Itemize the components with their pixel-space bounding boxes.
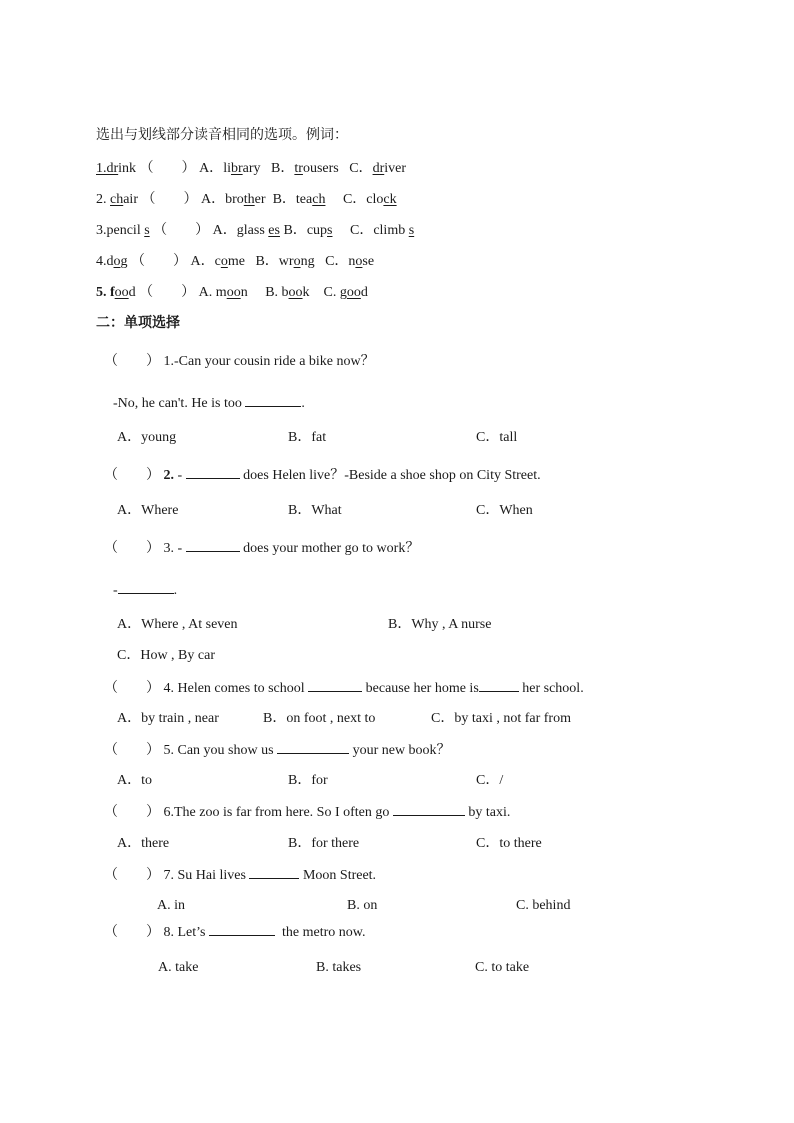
option-a[interactable]: A．come: [190, 254, 245, 269]
fill-blank[interactable]: [245, 394, 301, 407]
question-6: （ ） 6.The zoo is far from here. So I often go by taxi.: [104, 804, 511, 820]
fill-blank[interactable]: [277, 741, 349, 754]
answer-blank[interactable]: （ ）: [104, 353, 160, 369]
option-c[interactable]: C．driver: [349, 161, 406, 176]
answer-blank[interactable]: （ ）: [104, 924, 160, 940]
q7-option-c[interactable]: C. behind: [516, 898, 571, 913]
q1-option-b[interactable]: B．fat: [288, 430, 327, 445]
q5-option-a[interactable]: A．to: [117, 773, 152, 788]
question-4: （ ） 4. Helen comes to school because her home is her school.: [104, 680, 584, 696]
option-c[interactable]: C. good: [323, 285, 368, 300]
q2-option-a[interactable]: A．Where: [117, 503, 179, 518]
answer-blank[interactable]: （ ）: [104, 467, 160, 483]
instruction: 选出与划线部分读音相同的选项。例词：: [96, 127, 348, 143]
item-number: 3.pencil: [96, 223, 145, 238]
q6-option-c[interactable]: C．to there: [476, 836, 542, 851]
question-5: （ ） 5. Can you show us your new book？: [104, 742, 451, 758]
q8-option-c[interactable]: C. to take: [475, 960, 530, 975]
phonics-item-5: 5. food （ ） A. moon B. book C. good: [96, 284, 368, 300]
q5-option-b[interactable]: B．for: [288, 773, 328, 788]
option-b[interactable]: B. book: [265, 285, 310, 300]
option-a[interactable]: A．glass es: [212, 223, 280, 238]
question-1: [104, 352, 375, 371]
q3-option-b[interactable]: B．Why , A nurse: [388, 617, 492, 632]
q2-option-b[interactable]: B．What: [288, 503, 342, 518]
answer-blank[interactable]: （ ）: [139, 160, 196, 176]
option-a[interactable]: A．library: [199, 161, 261, 176]
option-a[interactable]: A. moon: [198, 285, 248, 300]
option-b[interactable]: B．teach: [272, 192, 326, 207]
q1-option-a[interactable]: A．young: [117, 430, 177, 445]
section-heading: 二：单项选择: [96, 315, 180, 331]
fill-blank[interactable]: [249, 866, 299, 879]
fill-blank[interactable]: [209, 923, 275, 936]
fill-blank[interactable]: [118, 581, 174, 594]
item-word-underlined: o: [113, 254, 121, 269]
answer-blank[interactable]: （ ）: [104, 804, 160, 820]
q8-option-b[interactable]: B. takes: [316, 960, 362, 975]
answer-blank[interactable]: （ ）: [104, 540, 160, 556]
q3-option-a[interactable]: A．Where , At seven: [117, 617, 238, 632]
item-word: ink: [118, 161, 137, 176]
answer-blank[interactable]: （ ）: [131, 253, 187, 269]
option-c[interactable]: C．nose: [325, 254, 375, 269]
question-1-reply: -No, he can't. He is too .: [113, 396, 305, 411]
q4-option-b[interactable]: B．on foot , next to: [263, 711, 376, 726]
question-3: （ ） 3. - does your mother go to work？: [104, 540, 420, 556]
q6-option-a[interactable]: A．there: [117, 836, 170, 851]
answer-blank[interactable]: （ ）: [104, 867, 160, 883]
option-a[interactable]: A．brother: [200, 192, 266, 207]
q5-option-c[interactable]: C．/: [476, 773, 504, 788]
phonics-item-3: [96, 221, 414, 240]
answer-blank[interactable]: （ ）: [104, 742, 160, 758]
option-b[interactable]: B．wrong: [255, 254, 315, 269]
phonics-item-1: [96, 159, 406, 178]
phonics-item-2: [96, 190, 397, 209]
option-b[interactable]: B．cups: [283, 223, 333, 238]
q2-option-c[interactable]: C．When: [476, 503, 533, 518]
item-number: 2.: [96, 192, 110, 207]
fill-blank[interactable]: [186, 466, 240, 479]
option-b[interactable]: B．trousers: [271, 161, 339, 176]
item-number: 4.d: [96, 254, 114, 269]
q3-option-c[interactable]: C．How , By car: [117, 648, 215, 663]
item-word-underlined: oo: [114, 285, 129, 300]
item-word-underlined: s: [144, 223, 150, 238]
q4-option-a[interactable]: A．by train , near: [117, 711, 219, 726]
q1-option-c[interactable]: C．tall: [476, 430, 518, 445]
fill-blank[interactable]: [393, 803, 465, 816]
question-8: （ ） 8. Let’s the metro now.: [104, 924, 366, 940]
question-3-reply: - .: [113, 583, 178, 598]
fill-blank[interactable]: [186, 539, 240, 552]
item-word-underlined: ch: [110, 192, 124, 207]
option-c[interactable]: C．climb s: [349, 223, 415, 238]
question-2: （ ） 2. - does Helen live？-Beside a shoe shop on City Street.: [104, 467, 541, 483]
fill-blank[interactable]: [308, 679, 362, 692]
option-c[interactable]: C．clock: [342, 192, 397, 207]
item-word: air: [123, 192, 138, 207]
q7-option-a[interactable]: A. in: [157, 898, 185, 913]
question-7: （ ） 7. Su Hai lives Moon Street.: [104, 867, 377, 883]
answer-blank[interactable]: （ ）: [139, 284, 196, 300]
item-number: 5. f: [96, 285, 115, 300]
q8-option-a[interactable]: A. take: [158, 960, 199, 975]
answer-blank[interactable]: （ ）: [153, 222, 210, 238]
phonics-item-4: 4.dog （ ） A．come B．wrong C．nose: [96, 253, 375, 269]
q6-option-b[interactable]: B．for there: [288, 836, 360, 851]
fill-blank[interactable]: [479, 679, 519, 692]
answer-blank[interactable]: （ ）: [104, 680, 160, 696]
item-word-underlined: 1.dr: [96, 161, 119, 176]
answer-blank[interactable]: （ ）: [141, 191, 198, 207]
q7-option-b[interactable]: B. on: [347, 898, 378, 913]
q4-option-c[interactable]: C．by taxi , not far from: [431, 711, 571, 726]
question-text: 1.-Can your cousin ride a bike now？: [163, 354, 375, 369]
